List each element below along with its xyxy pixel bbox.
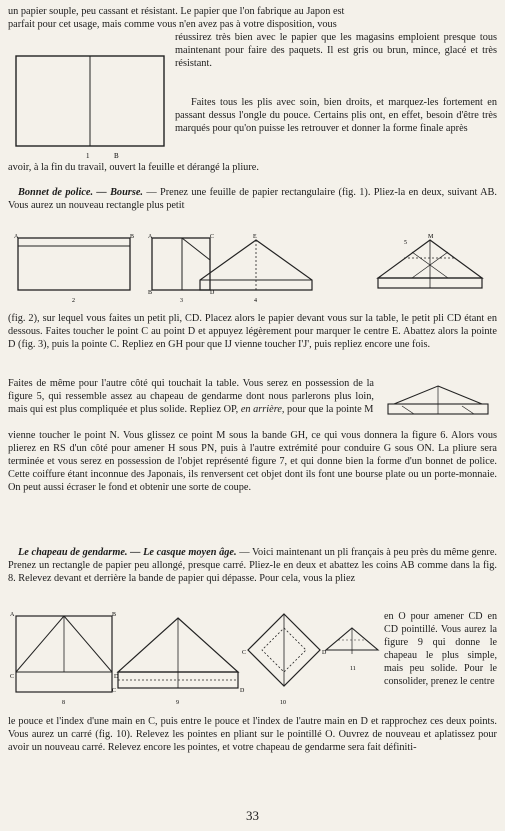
fig9-label-d: D (240, 688, 245, 694)
fig8-label-c: C (10, 674, 15, 680)
section-heading-gendarme: Le chapeau de gendarme. — Le casque moyen âge. (18, 547, 237, 558)
figure-row-gendarme (8, 606, 384, 710)
fig1-number: 2 (72, 298, 75, 304)
fig9-label-c: C (112, 688, 117, 694)
section-bonnet-text-b (8, 378, 374, 417)
section-bonnet-intro (8, 187, 497, 213)
fig2-number: 3 (180, 298, 183, 304)
section-gendarme-intro (8, 547, 497, 586)
section-bonnet-text-a: (fig. 2), sur lequel vous faites un petit pli, CD. Placez alors le papier devant vous sur la table, le petit pli CD étant en dessous. Faites toucher le point C au point D et appuyez légèrement pour marquer le centre E. Abattez alors la pointe D (fig. 3), puis la pointe C. Repliez en GH pour que IJ vienne toucher I'J', puis repliez encore une fois. (8, 313, 497, 350)
section-gendarme-tail: le pouce et l'index d'une main en C, puis entre le pouce et l'index de l'autre main en D et rapprochez ces deux points. Vous aurez un carré (fig. 10). Relevez les pointes en pliant sur le pointillé O. Ouvrez de nouveau et aplatissez pour avoir un nouveau carré. Relevez encore les pointes, et votre chapeau de gendarme sera fait définiti- (8, 716, 497, 753)
paragraph-folds-tail: avoir, à la fin du travail, ouvert la feuille et dérangé la pliure. (8, 162, 259, 173)
fig10-label-d: D (322, 650, 327, 656)
fig3-label-e: E (253, 234, 257, 240)
fig2-label-a: A (148, 234, 153, 240)
fig1-label-b: B (130, 234, 135, 240)
fig2-label-c: C (210, 234, 215, 240)
fig11-number: 11 (350, 666, 356, 672)
fig3-number: 4 (254, 298, 257, 304)
paragraph-folds: Faites tous les plis avec soin, bien droits, et marquez-les fortement en passant dessus l'ongle du pouce. Certains plis ont, en effet, besoin d'être très marqués pour qu'on puisse les retrouver et donner la forme finale après (175, 97, 497, 134)
section-bonnet-intro-text: — Prenez une feuille de papier rectangulaire (fig. 1). Pliez-la en deux, suivant AB. Vous aurez un nouveau rectangle plus petit (8, 187, 497, 211)
fig4-label-m: M (428, 234, 434, 240)
paragraph-intro-line2: parfait pour cet usage, mais comme vous n'en avez pas à votre disposition, vous (8, 19, 337, 30)
fig2-label-b: B (148, 290, 153, 296)
paragraph-paper-wrap: réussirez très bien avec le papier que les magasins emploient presque tous maintenant pour faire des paquets. Il est gris ou brun, mince, glacé et très résistant. (175, 32, 497, 69)
fig8-label-d: D (114, 674, 119, 680)
section-bonnet-text-b-end: pour que la pointe M (287, 403, 374, 415)
section-gendarme-wrap: en O pour amener CD en CD pointillé. Vous aurez la figure 9 qui donne le chapeau le plus simple, mais peu solide. Pour le consolider, prenez le centre (384, 611, 497, 687)
fig10-label-c: C (242, 650, 247, 656)
fig10-number: 10 (280, 700, 286, 706)
section-bonnet-text-b-em: en arrière, (240, 403, 285, 415)
section-gendarme-intro-text: — Voici maintenant un pli français à peu près du même genre. Prenez un rectangle de papier peu allongé, presque carré. Pliez-le en deux et abattez les coins AB comme dans la fig. 8. Relevez devant et derrière la bande de papier qui dépasse. Pour cela, vous la pliez (8, 547, 497, 584)
figure-row-bonnet (12, 230, 492, 310)
figure-initial-rectangle (12, 52, 168, 162)
fig1-label-a: A (14, 234, 19, 240)
fig9-number: 9 (176, 700, 179, 706)
page-number: 33 (246, 808, 259, 823)
fig4-number: 5 (404, 240, 407, 246)
figure-bonnet-small (382, 382, 494, 428)
fig-a-label-1: 1 (86, 152, 90, 160)
fig8-number: 8 (62, 700, 65, 706)
fig-a-label-b: B (114, 152, 119, 160)
fig2-label-d: D (210, 290, 215, 296)
section-bonnet-text-b-main: Faites de même pour l'autre côté qui touchait la table. Vous serez en possession de la figure 5, qui ressemble assez au chapeau de gendarme dont nous parlerons plus loin, mais qui est plus compliquée et plus solide. Repliez OP, (8, 378, 374, 415)
paragraph-intro-line1: un papier souple, peu cassant et résistant. Le papier que l'on fabrique au Japon est (8, 6, 345, 17)
fig8-label-b: B (112, 612, 117, 618)
section-bonnet-text-c: vienne toucher le point N. Vous glissez ce point M sous la bande GH, ce qui vous donnera la figure 6. Alors vous plierez en RS d'un côté pour amener H sous PN, puis à l'autre extrémité pour conduire G sous ON. La pliure sera terminée et vous serez en possession de l'objet représenté figure 7, et qui donne bien la forme d'un bonnet de police. Cette coiffure étant inconnue des Japonais, ils renversent cet objet dont ils font une bourse plate ou un porte-monnaie. On peut aussi écraser le fond et obtenir une sorte de coupe. (8, 430, 497, 493)
fig8-label-a: A (10, 612, 15, 618)
section-heading-bonnet: Bonnet de police. — Bourse. (18, 187, 143, 198)
